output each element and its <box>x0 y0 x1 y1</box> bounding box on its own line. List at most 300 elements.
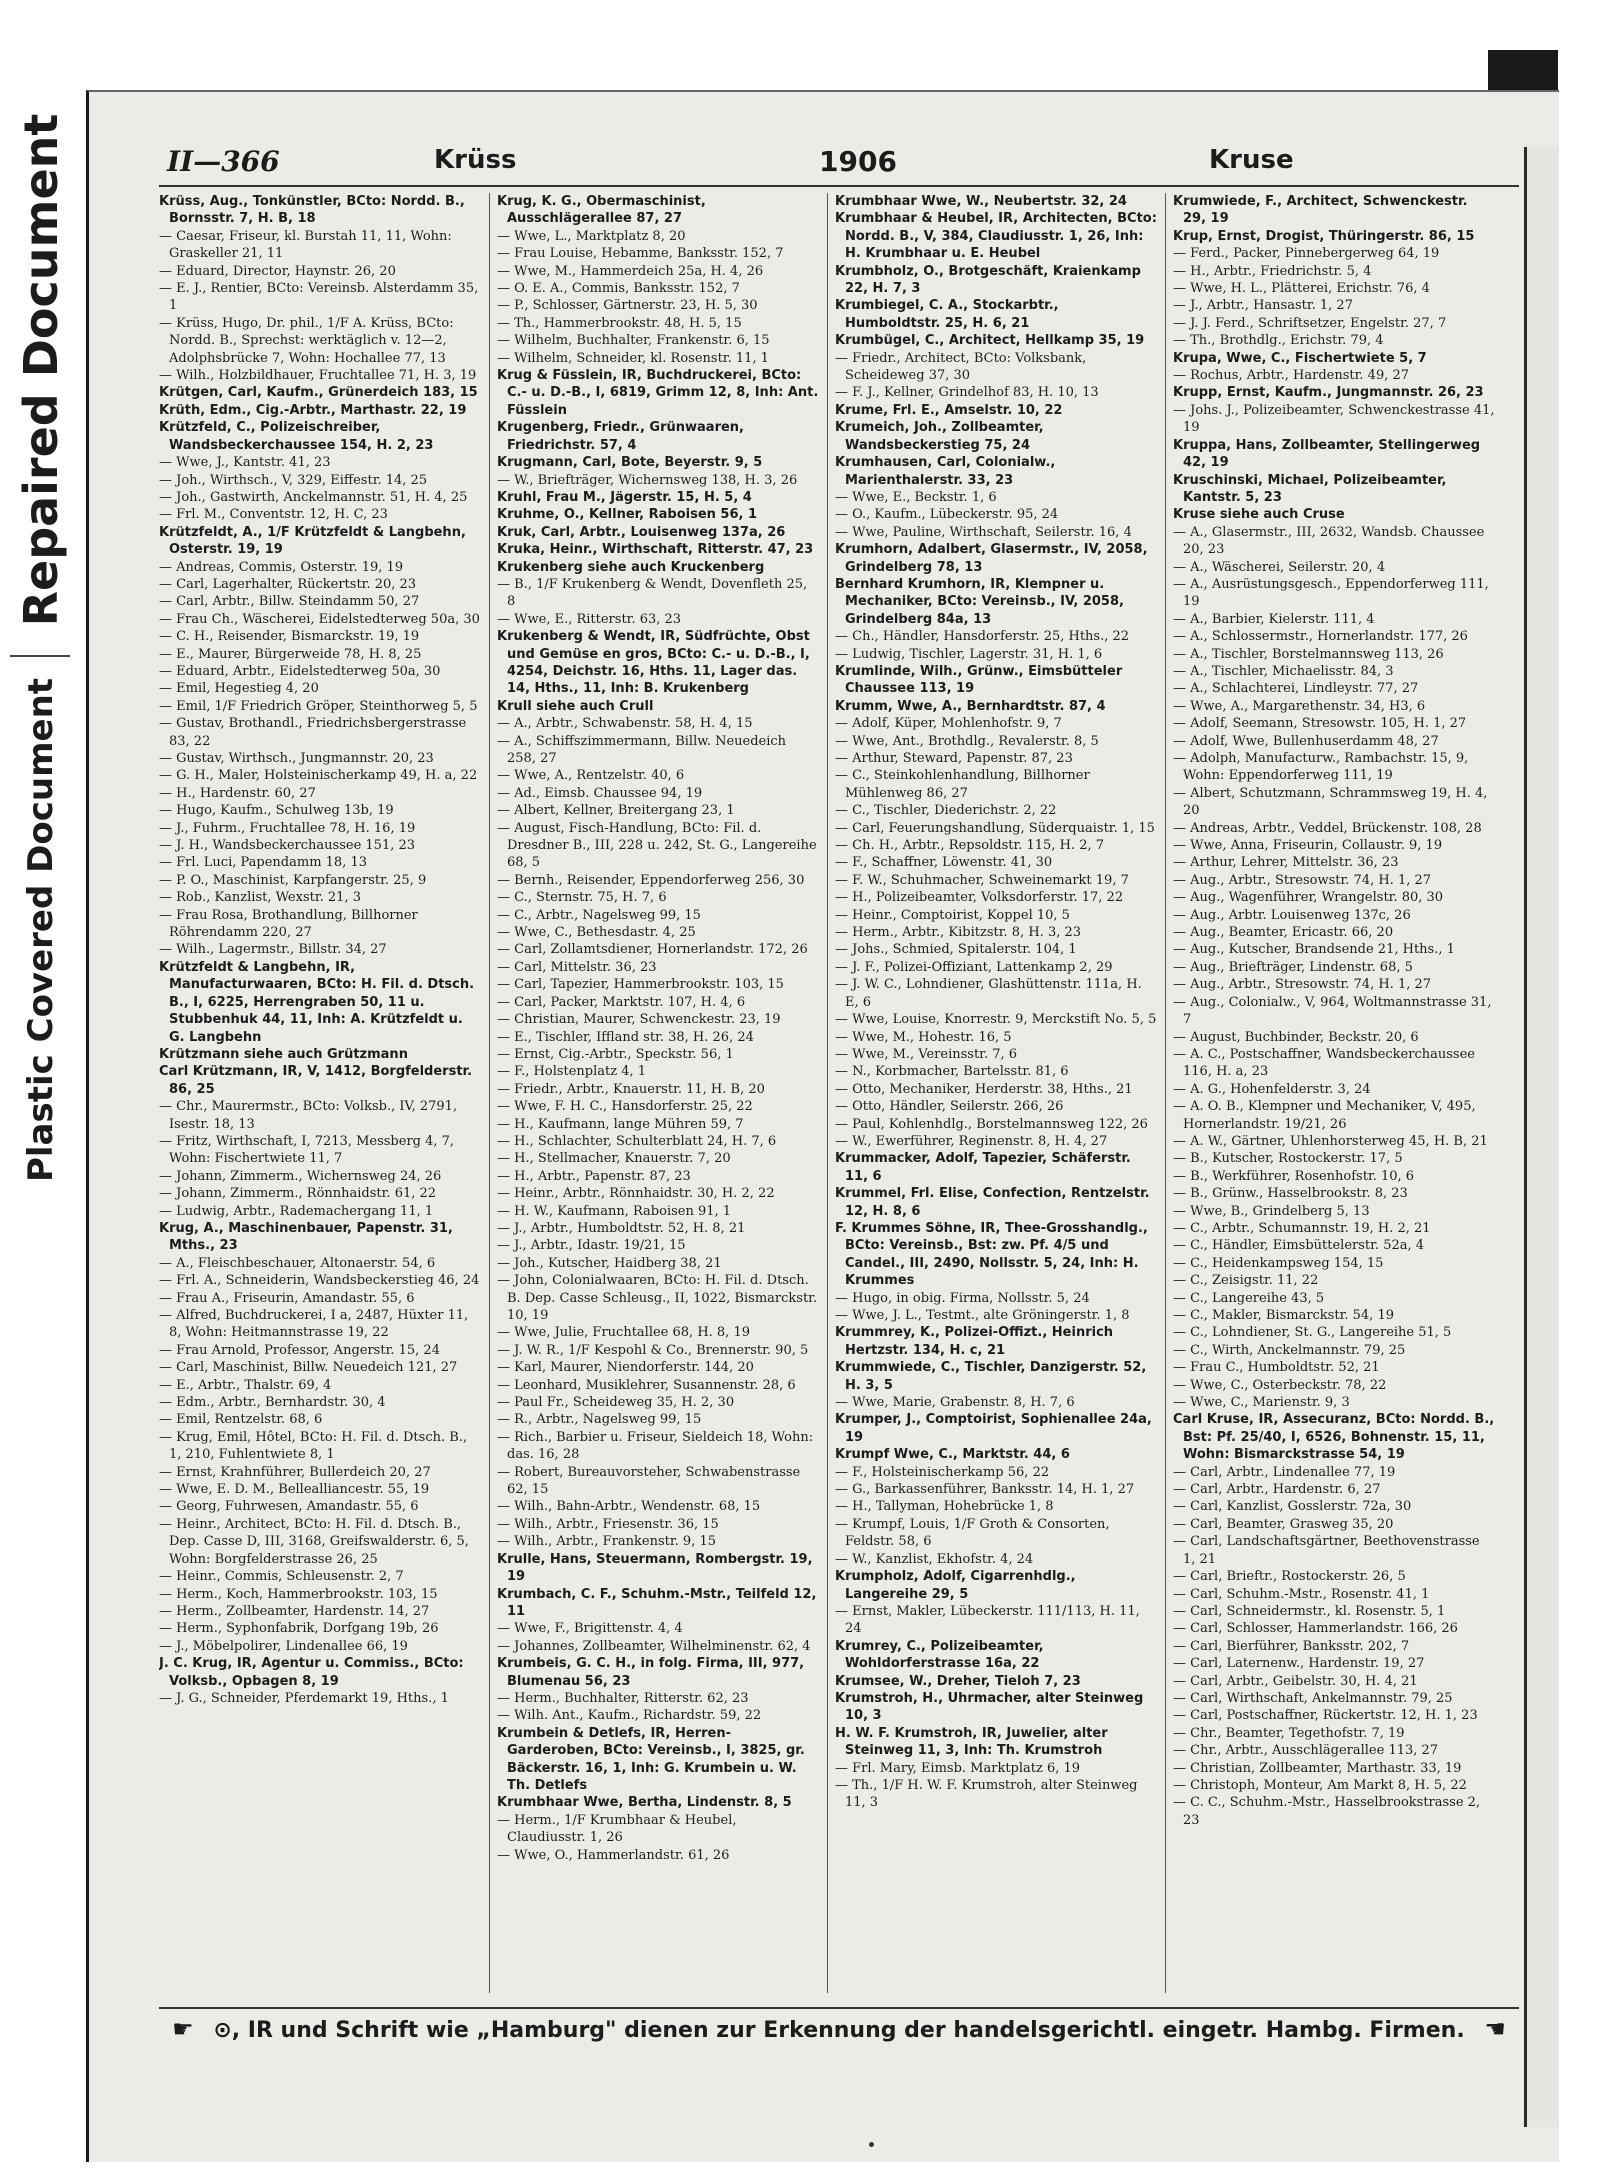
directory-entry: — Frl. Mary, Eimsb. Marktplatz 6, 19 <box>835 1760 1081 1776</box>
footer-text: ⊙, IR und Schrift wie „Hamburg" dienen zur Erkennung der handelsgerichtl. eingetr. Hambg. Firmen. <box>213 2018 1465 2043</box>
directory-entry: Krumbiegel, C. A., Stockarbtr., Humboldtstr. 25, H. 6, 21 <box>835 298 1059 331</box>
directory-column-4 <box>1173 193 1495 1993</box>
header-left-word: Krüss <box>434 145 517 175</box>
directory-entry: Krützfeldt & Langbehn, IR, Manufacturwaaren, BCto: H. Fil. d. Dtsch. B., I, 6225, Herrengraben 50, 11 u. Stubbenhuk 44, 11, Inh: A. Krützfeldt u. G. Langbehn <box>159 959 475 1045</box>
directory-entry: — Rochus, Arbtr., Hardenstr. 49, 27 <box>1173 368 1410 384</box>
directory-entry: — F., Holstenplatz 4, 1 <box>497 1064 647 1080</box>
directory-entry: — Rob., Kanzlist, Wexstr. 21, 3 <box>159 890 361 906</box>
directory-entry: — R., Arbtr., Nagelsweg 99, 15 <box>497 1412 702 1428</box>
directory-entry: — Arthur, Steward, Papenstr. 87, 23 <box>835 751 1073 766</box>
directory-entry: — Th., Brothdlg., Erichstr. 79, 4 <box>1173 333 1384 349</box>
directory-entry: — Wilhelm, Schneider, kl. Rosenstr. 11, 1 <box>497 350 769 366</box>
directory-entry: — E., Maurer, Bürgerweide 78, H. 8, 25 <box>159 646 422 662</box>
directory-entry: — Aug., Briefträger, Lindenstr. 68, 5 <box>1173 959 1413 975</box>
directory-entry: — Johann, Zimmerm., Rönnhaidstr. 61, 22 <box>159 1186 437 1202</box>
directory-entry: — C., Lohndiener, St. G., Langereihe 51, 5 <box>1173 1325 1452 1341</box>
directory-entry: — Johannes, Zollbeamter, Wilhelminenstr. 62, 4 <box>497 1638 811 1654</box>
directory-entry: — N., Korbmacher, Bartelsstr. 81, 6 <box>835 1064 1069 1080</box>
page-footer <box>159 2007 1519 2049</box>
directory-entry: — Wwe, A., Margarethenstr. 34, H3, 6 <box>1173 698 1426 714</box>
directory-entry: Krug & Füsslein, IR, Buchdruckerei, BCto: C.- u. D.-B., I, 6819, Grimm 12, 8, Inh: Ant. Füsslein <box>497 368 819 418</box>
directory-entry: — C., Makler, Bismarckstr. 54, 19 <box>1173 1308 1394 1323</box>
directory-entry: — Frau Arnold, Professor, Angerstr. 15, 24 <box>159 1342 440 1358</box>
directory-entry: — Andreas, Arbtr., Veddel, Brückenstr. 108, 28 <box>1173 820 1482 836</box>
directory-entry: — A., Wäscherei, Seilerstr. 20, 4 <box>1173 559 1386 575</box>
directory-entry: — Karl, Maurer, Niendorferstr. 144, 20 <box>497 1360 754 1376</box>
directory-entry: Krumbhaar & Heubel, IR, Architecten, BCto: Nordd. B., V, 384, Claudiusstr. 1, 26, Inh: H. Krumbhaar u. E. Heubel <box>835 211 1157 262</box>
directory-entry: Krützfeldt, A., 1/F Krützfeldt & Langbehn, Osterstr. 19, 19 <box>159 524 466 558</box>
directory-entry: Krumbhaar Wwe, W., Neubertstr. 32, 24 <box>835 194 1127 209</box>
directory-entry: — Georg, Fuhrwesen, Amandastr. 55, 6 <box>159 1499 419 1515</box>
directory-entry: — O., Kaufm., Lübeckerstr. 95, 24 <box>835 507 1059 523</box>
directory-entry: — Fritz, Wirthschaft, I, 7213, Messberg 4, 7, Wohn: Fischertwiete 11, 7 <box>159 1133 455 1167</box>
directory-entry: — Wwe, A., Rentzelstr. 40, 6 <box>497 768 685 784</box>
directory-entry: — C., Zeisigstr. 11, 22 <box>1173 1273 1319 1289</box>
directory-entry: — Wilh., Holzbildhauer, Fruchtallee 71, H. 3, 19 <box>159 368 477 384</box>
directory-entry: — P. O., Maschinist, Karpfangerstr. 25, 9 <box>159 872 427 888</box>
directory-entry: Krull siehe auch Crull <box>497 698 654 714</box>
directory-entry: — B., Werkführer, Rosenhofstr. 10, 6 <box>1173 1168 1415 1184</box>
directory-entry: — C., Händler, Eimsbüttelerstr. 52a, 4 <box>1173 1238 1425 1254</box>
directory-entry: — J. W. C., Lohndiener, Glashüttenstr. 111a, H. E, 6 <box>835 977 1142 1010</box>
directory-entry: — Frau Ch., Wäscherei, Eidelstedterweg 50a, 30 <box>159 611 480 627</box>
directory-entry: Krützfeld, C., Polizeischreiber, Wandsbeckerchaussee 154, H. 2, 23 <box>159 420 434 453</box>
directory-entry: — Carl, Laternenw., Hardenstr. 19, 27 <box>1173 1656 1425 1672</box>
directory-entry: Krummwiede, C., Tischler, Danzigerstr. 52, H. 3, 5 <box>835 1360 1147 1393</box>
directory-entry: — Emil, Rentzelstr. 68, 6 <box>159 1412 323 1428</box>
directory-entry: Krumhausen, Carl, Colonialw., Marienthalerstr. 33, 23 <box>835 455 1056 488</box>
directory-entry: — Gustav, Wirthsch., Jungmannstr. 20, 23 <box>159 751 434 766</box>
directory-entry: — Carl, Arbtr., Billw. Steindamm 50, 27 <box>159 594 420 610</box>
directory-entry: — Frl. Luci, Papendamm 18, 13 <box>159 855 368 871</box>
directory-entry: — August, Buchbinder, Beckstr. 20, 6 <box>1173 1029 1419 1045</box>
directory-entry: — Th., 1/F H. W. F. Krumstroh, alter Steinweg 11, 3 <box>835 1777 1138 1811</box>
directory-entry: — E., Tischler, Iffland str. 38, H. 26, 24 <box>497 1029 754 1045</box>
directory-entry: — Carl, Kanzlist, Gosslerstr. 72a, 30 <box>1173 1499 1412 1515</box>
directory-entry: — Wwe, Anna, Friseurin, Collaustr. 9, 19 <box>1173 838 1443 854</box>
header-right-word: Kruse <box>1209 145 1294 175</box>
directory-entry: — C., Heidenkampsweg 154, 15 <box>1173 1255 1384 1271</box>
directory-entry: — Ludwig, Arbtr., Rademachergang 11, 1 <box>159 1203 434 1219</box>
directory-entry: Kruka, Heinr., Wirthschaft, Ritterstr. 47, 23 <box>497 542 814 558</box>
directory-entry: — F. J., Kellner, Grindelhof 83, H. 10, 13 <box>835 385 1099 401</box>
directory-entry: — Wwe, M., Hohestr. 16, 5 <box>835 1029 1012 1045</box>
directory-entry: — H., Arbtr., Papenstr. 87, 23 <box>497 1168 691 1184</box>
page-header <box>159 137 1519 187</box>
directory-entry: — Carl, Schlosser, Hammerlandstr. 166, 26 <box>1173 1621 1458 1637</box>
directory-entry: — C. C., Schuhm.-Mstr., Hasselbrookstrasse 2, 23 <box>1173 1795 1481 1828</box>
directory-entry: — H., Polizeibeamter, Volksdorferstr. 17, 22 <box>835 890 1124 906</box>
directory-entry: — Friedr., Architect, BCto: Volksbank, Scheideweg 37, 30 <box>835 350 1087 384</box>
directory-entry: — Otto, Mechaniker, Herderstr. 38, Hths., 21 <box>835 1081 1133 1097</box>
directory-entry: — Herm., Buchhalter, Ritterstr. 62, 23 <box>497 1690 749 1706</box>
page-number: II—366 <box>167 145 280 178</box>
directory-entry: Carl Kruse, IR, Assecuranz, BCto: Nordd. B., Bst: Pf. 25/40, I, 6526, Bohnenstr. 15, 11, Wohn: Bismarckstrasse 54, 19 <box>1173 1412 1495 1463</box>
directory-entry: — Carl, Schneidermstr., kl. Rosenstr. 5, 1 <box>1173 1603 1446 1619</box>
directory-entry: — Ernst, Cig.-Arbtr., Speckstr. 56, 1 <box>497 1046 734 1062</box>
directory-entry: — Aug., Arbtr., Stresowstr. 74, H. 1, 27 <box>1173 872 1432 888</box>
directory-entry: — Caesar, Friseur, kl. Burstah 11, 11, Wohn: Graskeller 21, 11 <box>159 228 452 262</box>
directory-entry: — Th., Hammerbrookstr. 48, H. 5, 15 <box>497 315 742 331</box>
directory-entry: — Carl, Beamter, Grasweg 35, 20 <box>1173 1516 1394 1532</box>
directory-entry: — J. J. Ferd., Schriftsetzer, Engelstr. 27, 7 <box>1173 315 1447 331</box>
directory-entry: J. C. Krug, IR, Agentur u. Commiss., BCto: Volksb., Opbagen 8, 19 <box>159 1656 464 1689</box>
directory-entry: Krupp, Ernst, Kaufm., Jungmannstr. 26, 23 <box>1173 385 1484 401</box>
directory-entry: — Carl, Lagerhalter, Rückertstr. 20, 23 <box>159 576 417 592</box>
directory-entry: — H., Tallyman, Hohebrücke 1, 8 <box>835 1499 1054 1515</box>
directory-entry: — Aug., Wagenführer, Wrangelstr. 80, 30 <box>1173 890 1444 906</box>
directory-entry: — Adolph, Manufacturw., Rambachstr. 15, 9, Wohn: Eppendorferweg 111, 19 <box>1173 751 1469 784</box>
directory-entry: — A. G., Hohenfelderstr. 3, 24 <box>1173 1081 1371 1097</box>
directory-entry: — Ludwig, Tischler, Lagerstr. 31, H. 1, 6 <box>835 646 1103 662</box>
directory-entry: — F., Schaffner, Löwenstr. 41, 30 <box>835 855 1053 871</box>
directory-entry: — Bernh., Reisender, Eppendorferweg 256, 30 <box>497 872 805 888</box>
directory-entry: — J., Möbelpolirer, Lindenallee 66, 19 <box>159 1638 408 1654</box>
directory-entry: — Joh., Kutscher, Haidberg 38, 21 <box>497 1255 722 1271</box>
directory-entry: — Leonhard, Musiklehrer, Susannenstr. 28, 6 <box>497 1377 796 1393</box>
directory-entry: Krumhorn, Adalbert, Glasermstr., IV, 2058, Grindelberg 78, 13 <box>835 542 1148 575</box>
directory-entry: — C., Sternstr. 75, H. 7, 6 <box>497 890 667 906</box>
directory-entry: — Chr., Maurermstr., BCto: Volksb., IV, 2791, Isestr. 18, 13 <box>159 1099 458 1132</box>
directory-entry: Carl Krützmann, IR, V, 1412, Borgfelderstr. 86, 25 <box>159 1064 473 1097</box>
directory-entry: Krumbein & Detlefs, IR, Herren-Garderoben, BCto: Vereinsb., I, 3825, gr. Bäckerstr. 16, 1, Inh: G. Krumbein u. W. Th. Detlefs <box>497 1725 805 1793</box>
directory-entry: — F. W., Schuhmacher, Schweinemarkt 19, 7 <box>835 872 1129 888</box>
directory-entry: — Otto, Händler, Seilerstr. 266, 26 <box>835 1099 1064 1115</box>
directory-entry: Krumm, Wwe, A., Bernhardtstr. 87, 4 <box>835 698 1106 714</box>
directory-entry: — Wwe, Marie, Grabenstr. 8, H. 7, 6 <box>835 1395 1075 1411</box>
directory-entry: Krug, K. G., Obermaschinist, Ausschlägerallee 87, 27 <box>497 194 706 227</box>
directory-entry: — Krumpf, Louis, 1/F Groth & Consorten, Feldstr. 58, 6 <box>835 1516 1110 1550</box>
directory-entry: — Herm., Koch, Hammerbrookstr. 103, 15 <box>159 1586 438 1602</box>
directory-entry: — Johs. J., Polizeibeamter, Schwenckestrasse 41, 19 <box>1173 402 1495 436</box>
directory-entry: — Eduard, Arbtr., Eidelstedterweg 50a, 30 <box>159 663 441 679</box>
sidebar-divider <box>10 655 70 657</box>
directory-entry: — Carl, Arbtr., Geibelstr. 30, H. 4, 21 <box>1173 1673 1418 1689</box>
directory-entry: — Wilhelm, Buchhalter, Frankenstr. 6, 15 <box>497 333 770 349</box>
directory-entry: — Friedr., Arbtr., Knauerstr. 11, H. B, 20 <box>497 1081 765 1097</box>
directory-entry: — Wilh., Bahn-Arbtr., Wendenstr. 68, 15 <box>497 1499 761 1515</box>
directory-entry: — A., Fleischbeschauer, Altonaerstr. 54, 6 <box>159 1255 436 1271</box>
directory-entry: — A., Tischler, Borstelmannsweg 113, 26 <box>1173 646 1444 662</box>
directory-entry: — Heinr., Arbtr., Rönnhaidstr. 30, H. 2, 22 <box>497 1186 775 1202</box>
directory-entry: Krulle, Hans, Steuermann, Rombergstr. 19, 19 <box>497 1551 813 1585</box>
directory-entry: — Ernst, Makler, Lübeckerstr. 111/113, H. 11, 24 <box>835 1603 1140 1637</box>
directory-entry: Krützmann siehe auch Grützmann <box>159 1046 408 1062</box>
page-edge-tab <box>1488 50 1558 90</box>
directory-entry: — B., Kutscher, Rostockerstr. 17, 5 <box>1173 1151 1403 1167</box>
page-edge-right <box>1524 147 1559 2127</box>
directory-entry: — Albert, Kellner, Breitergang 23, 1 <box>497 803 735 819</box>
directory-entry: — Wilh., Arbtr., Friesenstr. 36, 15 <box>497 1516 719 1532</box>
directory-column-3 <box>835 193 1157 1993</box>
directory-entry: — Joh., Wirthsch., V, 329, Eiffestr. 14, 25 <box>159 472 428 488</box>
directory-entry: Krütgen, Carl, Kaufm., Grünerdeich 183, 15 <box>159 385 478 401</box>
directory-entry: — H. W., Kaufmann, Raboisen 91, 1 <box>497 1203 732 1219</box>
directory-entry: — Paul Fr., Scheideweg 35, H. 2, 30 <box>497 1395 735 1411</box>
directory-entry: — Johs., Schmied, Spitalerstr. 104, 1 <box>835 942 1077 958</box>
directory-entry: — Carl, Postschaffner, Rückertstr. 12, H. 1, 23 <box>1173 1708 1478 1724</box>
directory-entry: — Krug, Emil, Hôtel, BCto: H. Fil. d. Dtsch. B., 1, 210, Fuhlentwiete 8, 1 <box>159 1429 468 1463</box>
directory-entry: — H., Arbtr., Friedrichstr. 5, 4 <box>1173 263 1372 279</box>
directory-entry: — Carl, Feuerungshandlung, Süderquaistr. 1, 15 <box>835 820 1155 836</box>
directory-entry: — Eduard, Director, Haynstr. 26, 20 <box>159 263 396 279</box>
directory-entry: — Chr., Beamter, Tegethofstr. 7, 19 <box>1173 1725 1405 1741</box>
directory-entry: — Andreas, Commis, Osterstr. 19, 19 <box>159 559 404 575</box>
directory-column-2 <box>497 193 819 1993</box>
directory-entry: — B., Grünw., Hasselbrookstr. 8, 23 <box>1173 1186 1408 1202</box>
directory-entry: — Alfred, Buchdruckerei, I a, 2487, Hüxter 11, 8, Wohn: Heitmannstrasse 19, 22 <box>159 1308 469 1341</box>
directory-entry: — Wwe, F., Brigittenstr. 4, 4 <box>497 1621 683 1637</box>
directory-entry: Kruschinski, Michael, Polizeibeamter, Kantstr. 5, 23 <box>1173 472 1447 505</box>
header-year: 1906 <box>819 145 897 178</box>
repaired-document-label <box>6 90 76 650</box>
directory-entry: — Wwe, Pauline, Wirthschaft, Seilerstr. 16, 4 <box>835 524 1132 540</box>
directory-entry: — Carl, Bierführer, Banksstr. 202, 7 <box>1173 1638 1410 1654</box>
directory-entry: — Wwe, Louise, Knorrestr. 9, Merckstift No. 5, 5 <box>835 1012 1157 1028</box>
directory-entry: — J., Arbtr., Hansastr. 1, 27 <box>1173 298 1353 314</box>
directory-entry: — Wwe, J., Kantstr. 41, 23 <box>159 455 331 471</box>
directory-entry: — A., Schlachterei, Lindleystr. 77, 27 <box>1173 681 1419 697</box>
directory-entry: — E., Arbtr., Thalstr. 69, 4 <box>159 1377 332 1393</box>
directory-entry: — Frau Louise, Hebamme, Banksstr. 152, 7 <box>497 246 784 262</box>
directory-entry: — Adolf, Küper, Mohlenhofstr. 9, 7 <box>835 716 1062 732</box>
directory-entry: — Krüss, Hugo, Dr. phil., 1/F A. Krüss, BCto: Nordd. B., Sprechst: werktäglich v. 12—2, Adolphsbrücke 7, Wohn: Hochallee 77, 13 <box>159 315 454 366</box>
directory-entry: — Edm., Arbtr., Bernhardstr. 30, 4 <box>159 1395 386 1411</box>
directory-entry: — Wwe, Ant., Brothdlg., Revalerstr. 8, 5 <box>835 733 1099 749</box>
directory-entry: — Carl, Maschinist, Billw. Neuedeich 121, 27 <box>159 1360 458 1376</box>
directory-entry: — C. H., Reisender, Bismarckstr. 19, 19 <box>159 629 420 645</box>
directory-entry: — C., Tischler, Diederichstr. 2, 22 <box>835 803 1057 819</box>
directory-entry: — Aug., Colonialw., V, 964, Woltmannstrasse 31, 7 <box>1173 994 1492 1028</box>
directory-entry: — C., Arbtr., Nagelsweg 99, 15 <box>497 907 701 923</box>
directory-entry: Krummel, Frl. Elise, Confection, Rentzelstr. 12, H. 8, 6 <box>835 1186 1150 1219</box>
directory-entry: — J., Arbtr., Idastr. 19/21, 15 <box>497 1238 686 1254</box>
directory-entry: H. W. F. Krumstroh, IR, Juwelier, alter Steinweg 11, 3, Inh: Th. Krumstroh <box>835 1725 1108 1759</box>
directory-entry: — Carl, Wirthschaft, Ankelmannstr. 79, 25 <box>1173 1690 1453 1706</box>
directory-entry: — A. C., Postschaffner, Wandsbeckerchaussee 116, H. a, 23 <box>1173 1046 1475 1080</box>
directory-entry: — Wwe, M., Hammerdeich 25a, H. 4, 26 <box>497 263 764 279</box>
directory-entry: — Emil, Hegestieg 4, 20 <box>159 681 319 697</box>
directory-entry: Krupa, Wwe, C., Fischertwiete 5, 7 <box>1173 350 1427 366</box>
directory-entry: — P., Schlosser, Gärtnerstr. 23, H. 5, 30 <box>497 298 758 314</box>
directory-entry: — Wwe, L., Marktplatz 8, 20 <box>497 228 686 244</box>
directory-entry: — Frl. M., Conventstr. 12, H. C, 23 <box>159 507 388 523</box>
directory-entry: Krup, Ernst, Drogist, Thüringerstr. 86, 15 <box>1173 228 1475 244</box>
directory-entry: Krugenberg, Friedr., Grünwaaren, Friedrichstr. 57, 4 <box>497 420 744 453</box>
directory-entry: — Aug., Arbtr. Louisenweg 137c, 26 <box>1173 907 1411 923</box>
directory-entry: — Chr., Arbtr., Ausschlägerallee 113, 27 <box>1173 1743 1439 1759</box>
directory-entry: — C., Wirth, Anckelmannstr. 79, 25 <box>1173 1342 1406 1358</box>
directory-entry: Krumbholz, O., Brotgeschäft, Kraienkamp 22, H. 7, 3 <box>835 263 1141 297</box>
directory-entry: — Wwe, M., Vereinsstr. 7, 6 <box>835 1046 1018 1062</box>
plastic-covered-text: Plastic Covered Document <box>21 677 61 1183</box>
directory-entry: — Carl, Arbtr., Lindenallee 77, 19 <box>1173 1464 1396 1480</box>
directory-entry: Krumsee, W., Dreher, Tieloh 7, 23 <box>835 1673 1081 1689</box>
directory-entry: — Gustav, Brothandl., Friedrichsbergerstrasse 83, 22 <box>159 716 467 749</box>
directory-entry: Krugmann, Carl, Bote, Beyerstr. 9, 5 <box>497 455 763 471</box>
directory-entry: — Joh., Gastwirth, Anckelmannstr. 51, H. 4, 25 <box>159 489 468 505</box>
directory-entry: — J. W. R., 1/F Kespohl & Co., Brennerstr. 90, 5 <box>497 1342 809 1358</box>
directory-entry: — John, Colonialwaaren, BCto: H. Fil. d. Dtsch. B. Dep. Casse Schleusg., II, 1022, Bismarckstr. 10, 19 <box>497 1273 818 1323</box>
directory-entry: Kruppa, Hans, Zollbeamter, Stellingerweg 42, 19 <box>1173 437 1481 471</box>
directory-entry: — Ch., Händler, Hansdorferstr. 25, Hths., 22 <box>835 629 1130 645</box>
ink-speck <box>869 2142 874 2147</box>
directory-entry: — Wwe, C., Marienstr. 9, 3 <box>1173 1395 1350 1411</box>
directory-entry: Krukenberg & Wendt, IR, Südfrüchte, Obst und Gemüse en gros, BCto: C.- u. D.-B., I, 4254, Deichstr. 16, Hths. 11, Lager das. 14, Hths., 11, Inh: B. Krukenberg <box>497 629 810 697</box>
directory-entry: — Aug., Beamter, Ericastr. 66, 20 <box>1173 925 1394 941</box>
directory-entry: — Herm., Zollbeamter, Hardenstr. 14, 27 <box>159 1603 430 1619</box>
directory-entry: — A., Ausrüstungsgesch., Eppendorferweg 111, 19 <box>1173 576 1489 610</box>
directory-entry: — Frl. A., Schneiderin, Wandsbeckerstieg 46, 24 <box>159 1273 480 1289</box>
repaired-document-text: Repaired Document <box>14 113 68 627</box>
directory-entry: Krumwiede, F., Architect, Schwenckestr. 29, 19 <box>1173 194 1468 227</box>
directory-entry: Krüss, Aug., Tonkünstler, BCto: Nordd. B., Bornsstr. 7, H. B, 18 <box>159 194 465 227</box>
directory-entry: — Wwe, E. D. M., Bellealliancestr. 55, 19 <box>159 1482 430 1498</box>
directory-entry: — B., 1/F Krukenberg & Wendt, Dovenfleth 25, 8 <box>497 576 808 610</box>
directory-entry: Krumpf Wwe, C., Marktstr. 44, 6 <box>835 1447 1070 1463</box>
directory-entry: Bernhard Krumhorn, IR, Klempner u. Mechaniker, BCto: Vereinsb., IV, 2058, Grindelberg 84a, 13 <box>835 576 1124 627</box>
directory-entry: — Robert, Bureauvorsteher, Schwabenstrasse 62, 15 <box>497 1464 801 1498</box>
directory-entry: — H., Schlachter, Schulterblatt 24, H. 7, 6 <box>497 1133 777 1149</box>
directory-entry: Krumbügel, C., Architect, Hellkamp 35, 19 <box>835 333 1145 349</box>
directory-entry: — W., Briefträger, Wichernsweg 138, H. 3, 26 <box>497 472 798 488</box>
directory-entry: — Herm., Syphonfabrik, Dorfgang 19b, 26 <box>159 1621 439 1637</box>
directory-entry: F. Krummes Söhne, IR, Thee-Grosshandlg., BCto: Vereinsb., Bst: zw. Pf. 4/5 und Candel., III, 2490, Nollsstr. 5, 24, Inh: H. Krummes <box>835 1220 1148 1289</box>
directory-entry: — Ch. H., Arbtr., Repsoldstr. 115, H. 2, 7 <box>835 838 1104 854</box>
directory-entry: — Christian, Zollbeamter, Marthastr. 33, 19 <box>1173 1760 1462 1776</box>
directory-entry: — Ferd., Packer, Pinnebergerweg 64, 19 <box>1173 246 1440 262</box>
directory-entry: — A., Glasermstr., III, 2632, Wandsb. Chaussee 20, 23 <box>1173 524 1485 558</box>
directory-entry: Kruk, Carl, Arbtr., Louisenweg 137a, 26 <box>497 524 786 540</box>
directory-entry: — Heinr., Comptoirist, Koppel 10, 5 <box>835 907 1070 923</box>
directory-entry: Kruse siehe auch Cruse <box>1173 507 1345 523</box>
directory-entry: — Frau A., Friseurin, Amandastr. 55, 6 <box>159 1290 415 1306</box>
directory-entry: — August, Fisch-Handlung, BCto: Fil. d. Dresdner B., III, 228 u. 242, St. G., Langereihe 68, 5 <box>497 820 817 871</box>
directory-entry: Krummacker, Adolf, Tapezier, Schäferstr. 11, 6 <box>835 1151 1131 1184</box>
directory-entry: Krukenberg siehe auch Kruckenberg <box>497 559 765 575</box>
directory-entry: — Wilh. Ant., Kaufm., Richardstr. 59, 22 <box>497 1708 762 1724</box>
directory-entry: — E. J., Rentier, BCto: Vereinsb. Alsterdamm 35, 1 <box>159 281 479 314</box>
directory-entry: Krug, A., Maschinenbauer, Papenstr. 31, Mths., 23 <box>159 1220 453 1254</box>
directory-entry: — Wwe, C., Osterbeckstr. 78, 22 <box>1173 1377 1387 1393</box>
directory-entry: — C., Steinkohlenhandlung, Billhorner Mühlenweg 86, 27 <box>835 768 1090 801</box>
directory-entry: — G. H., Maler, Holsteinischerkamp 49, H. a, 22 <box>159 768 478 784</box>
directory-entry: Krummrey, K., Polizei-Offizt., Heinrich Hertzstr. 134, H. c, 21 <box>835 1325 1114 1358</box>
directory-entry: — Heinr., Architect, BCto: H. Fil. d. Dtsch. B., Dep. Casse D, III, 3168, Greifswalderstr. 6, 5, Wohn: Borgfelderstrasse 26, 25 <box>159 1516 469 1567</box>
directory-entry: Krumpholz, Adolf, Cigarrenhdlg., Langereihe 29, 5 <box>835 1569 1076 1602</box>
directory-entry: — Herm., Arbtr., Kibitzstr. 8, H. 3, 23 <box>835 925 1082 941</box>
directory-entry: — Wwe, J. L., Testmt., alte Gröningerstr. 1, 8 <box>835 1308 1130 1323</box>
directory-entry: — Heinr., Commis, Schleusenstr. 2, 7 <box>159 1569 404 1585</box>
directory-entry: — Wwe, B., Grindelberg 5, 13 <box>1173 1203 1370 1219</box>
column-rule <box>1165 193 1166 1993</box>
directory-entry: — A., Schiffszimmermann, Billw. Neuedeich 258, 27 <box>497 733 787 766</box>
page-content <box>159 137 1519 2097</box>
pointing-hand-icon: ☛ <box>172 2015 194 2043</box>
directory-entry: — H., Kaufmann, lange Mühren 59, 7 <box>497 1116 744 1132</box>
directory-entry: — Wwe, E., Beckstr. 1, 6 <box>835 489 997 505</box>
directory-entry: — A., Tischler, Michaelisstr. 84, 3 <box>1173 663 1394 679</box>
directory-entry: Krumrey, C., Polizeibeamter, Wohldorferstrasse 16a, 22 <box>835 1638 1044 1672</box>
directory-entry: — J. H., Wandsbeckerchaussee 151, 23 <box>159 838 416 854</box>
directory-entry: — Ad., Eimsb. Chaussee 94, 19 <box>497 785 703 801</box>
directory-entry: Krumbeis, G. C. H., in folg. Firma, III, 977, Blumenau 56, 23 <box>497 1656 805 1689</box>
directory-entry: — W., Ewerführer, Reginenstr. 8, H. 4, 27 <box>835 1133 1108 1149</box>
directory-entry: — Wwe, O., Hammerlandstr. 61, 26 <box>497 1847 730 1863</box>
directory-entry: — Aug., Arbtr., Stresowstr. 74, H. 1, 27 <box>1173 977 1432 993</box>
directory-entry: — Frau C., Humboldtstr. 52, 21 <box>1173 1360 1380 1376</box>
directory-entry: — J. G., Schneider, Pferdemarkt 19, Hths., 1 <box>159 1690 449 1706</box>
directory-entry: — Wilh., Arbtr., Frankenstr. 9, 15 <box>497 1534 717 1550</box>
directory-entry: — Wwe, F. H. C., Hansdorferstr. 25, 22 <box>497 1099 753 1115</box>
directory-entry: — Christian, Maurer, Schwenckestr. 23, 19 <box>497 1012 781 1028</box>
directory-entry: — O. E. A., Commis, Banksstr. 152, 7 <box>497 281 740 297</box>
column-rule <box>827 193 828 1993</box>
directory-entry: — W., Kanzlist, Ekhofstr. 4, 24 <box>835 1551 1034 1567</box>
sidebar-labels <box>0 0 78 2177</box>
directory-entry: — Aug., Kutscher, Brandsende 21, Hths., 1 <box>1173 942 1455 958</box>
plastic-covered-label <box>6 670 76 1190</box>
directory-entry: Krumbhaar Wwe, Bertha, Lindenstr. 8, 5 <box>497 1795 792 1811</box>
directory-entry: — Wwe, E., Ritterstr. 63, 23 <box>497 611 682 627</box>
directory-entry: Krumeich, Joh., Zollbeamter, Wandsbeckerstieg 75, 24 <box>835 420 1044 453</box>
directory-entry: — Johann, Zimmerm., Wichernsweg 24, 26 <box>159 1168 442 1184</box>
directory-entry: — F., Holsteinischerkamp 56, 22 <box>835 1464 1050 1480</box>
directory-entry: — J., Fuhrm., Fruchtallee 78, H. 16, 19 <box>159 820 416 836</box>
directory-entry: — Rich., Barbier u. Friseur, Sieldeich 18, Wohn: das. 16, 28 <box>497 1429 814 1463</box>
directory-entry: Krumper, J., Comptoirist, Sophienallee 24a, 19 <box>835 1412 1152 1445</box>
directory-entry: — Carl, Mittelstr. 36, 23 <box>497 959 657 975</box>
directory-entry: — A., Arbtr., Schwabenstr. 58, H. 4, 15 <box>497 716 753 732</box>
directory-entry: — Wwe, C., Bethesdastr. 4, 25 <box>497 925 696 941</box>
directory-entry: — Emil, 1/F Friedrich Gröper, Steinthorweg 5, 5 <box>159 698 478 714</box>
directory-entry: — Herm., 1/F Krumbhaar & Heubel, Claudiusstr. 1, 26 <box>497 1812 737 1846</box>
directory-entry: — H., Stellmacher, Knauerstr. 7, 20 <box>497 1151 731 1167</box>
directory-entry: — Hugo, in obig. Firma, Nollsstr. 5, 24 <box>835 1290 1090 1306</box>
directory-entry: — C., Arbtr., Schumannstr. 19, H. 2, 21 <box>1173 1220 1431 1236</box>
directory-entry: Krumlinde, Wilh., Grünw., Eimsbütteler Chaussee 113, 19 <box>835 663 1123 697</box>
directory-entry: — C., Langereihe 43, 5 <box>1173 1290 1325 1306</box>
directory-column-1 <box>159 193 481 1993</box>
directory-entry: — Carl, Packer, Marktstr. 107, H. 4, 6 <box>497 994 746 1010</box>
directory-entry: — G., Barkassenführer, Banksstr. 14, H. 1, 27 <box>835 1482 1135 1498</box>
directory-entry: — Christoph, Monteur, Am Markt 8, H. 5, 22 <box>1173 1777 1467 1793</box>
directory-entry: — Wwe, H. L., Plätterei, Erichstr. 76, 4 <box>1173 281 1430 297</box>
directory-entry: — A. W., Gärtner, Uhlenhorsterweg 45, H. B, 21 <box>1173 1133 1488 1149</box>
scanned-page <box>86 90 1559 2162</box>
directory-entry: — A., Barbier, Kielerstr. 111, 4 <box>1173 611 1375 627</box>
directory-entry: — Arthur, Lehrer, Mittelstr. 36, 23 <box>1173 855 1399 871</box>
directory-entry: — Carl, Schuhm.-Mstr., Rosenstr. 41, 1 <box>1173 1586 1430 1602</box>
column-rule <box>489 193 490 1993</box>
directory-entry: — Carl, Landschaftsgärtner, Beethovenstrasse 1, 21 <box>1173 1534 1480 1567</box>
directory-entry: — A. O. B., Klempner und Mechaniker, V, 495, Hornerlandstr. 19/21, 26 <box>1173 1099 1476 1132</box>
directory-entry: — Wilh., Lagermstr., Billstr. 34, 27 <box>159 942 387 958</box>
directory-entry: Kruhme, O., Kellner, Raboisen 56, 1 <box>497 507 758 523</box>
directory-entry: — Carl, Zollamtsdiener, Hornerlandstr. 172, 26 <box>497 942 808 958</box>
directory-entry: — Carl, Arbtr., Hardenstr. 6, 27 <box>1173 1482 1381 1498</box>
directory-entry: Krumbach, C. F., Schuhm.-Mstr., Teilfeld 12, 11 <box>497 1586 817 1619</box>
directory-entry: — Carl, Tapezier, Hammerbrookstr. 103, 15 <box>497 977 784 993</box>
directory-entry: — Paul, Kohlenhdlg., Borstelmannsweg 122, 26 <box>835 1116 1148 1132</box>
directory-entry: — J. F., Polizei-Offiziant, Lattenkamp 2, 29 <box>835 959 1113 975</box>
directory-entry: — Carl, Brieftr., Rostockerstr. 26, 5 <box>1173 1569 1406 1585</box>
directory-entry: Kruhl, Frau M., Jägerstr. 15, H. 5, 4 <box>497 489 752 505</box>
directory-entry: Krüth, Edm., Cig.-Arbtr., Marthastr. 22, 19 <box>159 402 467 418</box>
directory-entry: Krumstroh, H., Uhrmacher, alter Steinweg 10, 3 <box>835 1690 1144 1724</box>
directory-entry: — Albert, Schutzmann, Schrammsweg 19, H. 4, 20 <box>1173 785 1488 819</box>
directory-entry: — J., Arbtr., Humboldtstr. 52, H. 8, 21 <box>497 1220 746 1236</box>
